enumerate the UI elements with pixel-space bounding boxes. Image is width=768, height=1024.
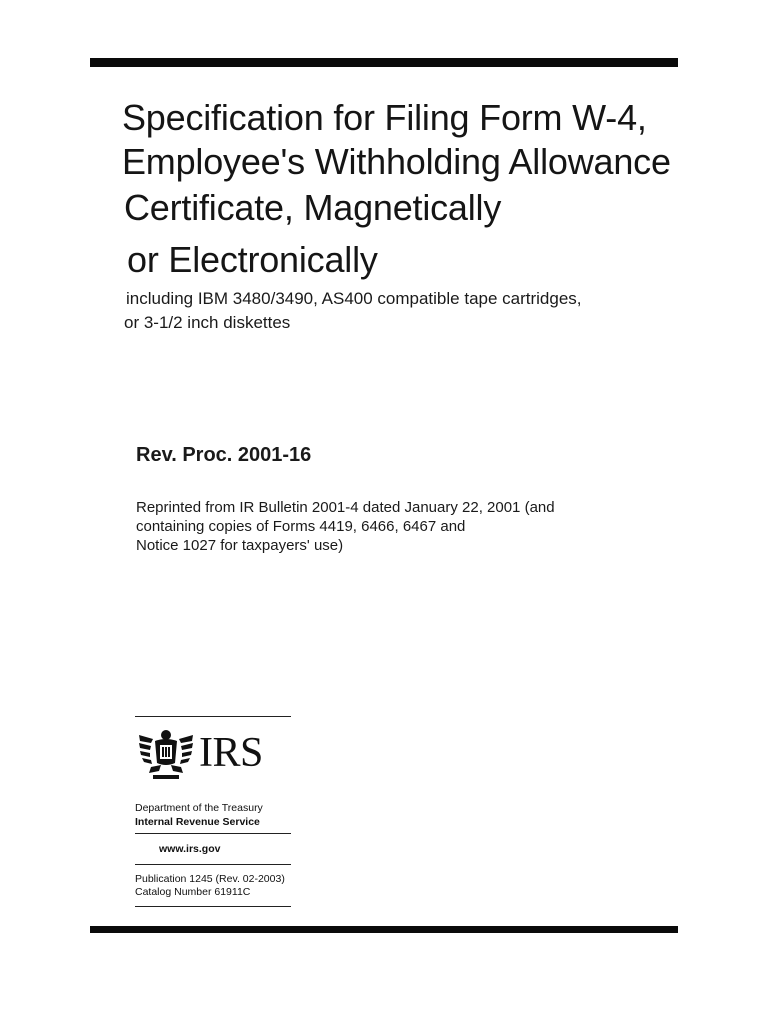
- irs-eagle-icon: [137, 725, 195, 781]
- subtitle-line-2: or 3-1/2 inch diskettes: [124, 313, 291, 332]
- irs-logo-text: IRS: [199, 730, 263, 776]
- title-line-3: Certificate, Magnetically: [124, 187, 502, 228]
- divider: [135, 833, 291, 834]
- catalog-number: Catalog Number 61911C: [135, 886, 251, 898]
- subtitle-line-1: including IBM 3480/3490, AS400 compatible tape cartridges,: [126, 289, 582, 308]
- reprint-line-1: Reprinted from IR Bulletin 2001-4 dated January 22, 2001 (and: [136, 499, 555, 516]
- bottom-rule: [90, 926, 678, 933]
- title-line-1: Specification for Filing Form W-4,: [122, 97, 647, 138]
- irs-logo: [135, 717, 291, 789]
- agency-name: Internal Revenue Service: [135, 816, 260, 828]
- divider: [135, 906, 291, 907]
- top-rule: [90, 58, 678, 67]
- publication-number: Publication 1245 (Rev. 02-2003): [135, 873, 285, 885]
- rev-proc-heading: Rev. Proc. 2001-16: [136, 444, 312, 466]
- website-link[interactable]: www.irs.gov: [159, 843, 221, 855]
- title-line-2: Employee's Withholding Allowance: [122, 141, 671, 182]
- department-name: Department of the Treasury: [135, 802, 263, 814]
- title-line-4: or Electronically: [127, 239, 378, 280]
- reprint-line-3: Notice 1027 for taxpayers' use): [136, 537, 344, 554]
- reprint-line-2: containing copies of Forms 4419, 6466, 6467 and: [136, 518, 466, 535]
- reprint-note: [136, 498, 555, 555]
- irs-footer-block: [135, 716, 291, 907]
- divider: [135, 864, 291, 865]
